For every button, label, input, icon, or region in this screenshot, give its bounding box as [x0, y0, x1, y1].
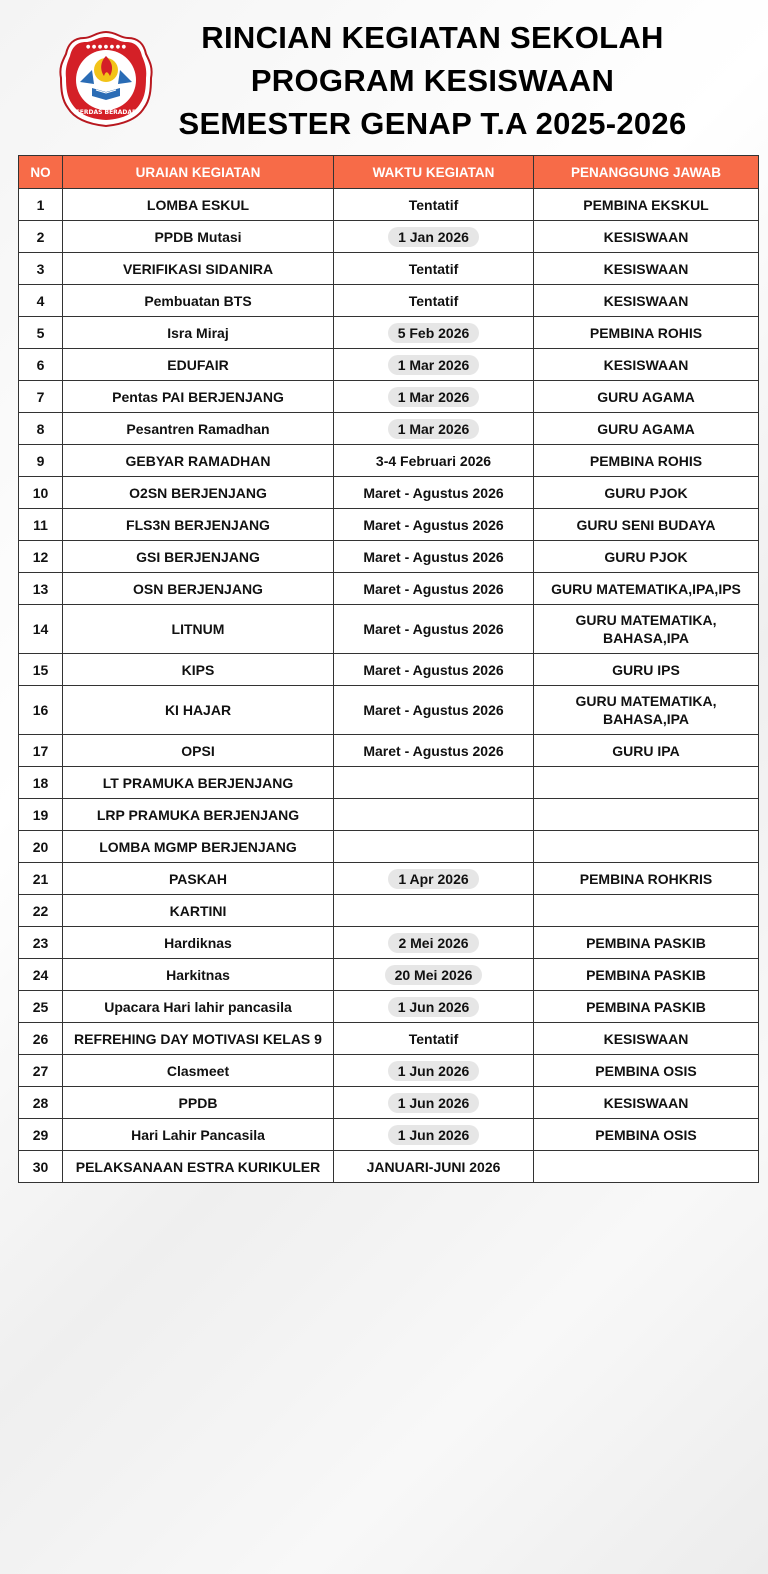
row-activity: KARTINI	[63, 895, 334, 927]
table-row	[19, 895, 759, 927]
row-time: Maret - Agustus 2026	[334, 573, 534, 605]
table-row	[19, 991, 759, 1023]
title-line-2: PROGRAM KESISWAAN	[250, 63, 615, 98]
table-row	[19, 1087, 759, 1119]
row-activity: KI HAJAR	[63, 686, 334, 735]
row-pic: GURU IPA	[534, 735, 759, 767]
table-body	[19, 189, 759, 1183]
row-no: 14	[19, 605, 63, 654]
row-time	[334, 349, 534, 381]
row-activity: FLS3N BERJENJANG	[63, 509, 334, 541]
row-activity: LOMBA ESKUL	[63, 189, 334, 221]
row-activity: O2SN BERJENJANG	[63, 477, 334, 509]
svg-text:● ● ● ● ● ● ●: ● ● ● ● ● ● ●	[85, 44, 127, 50]
row-time	[334, 991, 534, 1023]
row-activity: OSN BERJENJANG	[63, 573, 334, 605]
date-chip: 1 Mar 2026	[388, 387, 480, 407]
row-pic: KESISWAAN	[534, 253, 759, 285]
date-chip: 1 Jun 2026	[388, 1125, 480, 1145]
row-time	[334, 1119, 534, 1151]
table-row	[19, 189, 759, 221]
row-no: 19	[19, 799, 63, 831]
title-line-3: SEMESTER GENAP T.A 2025-2026	[178, 106, 687, 141]
row-activity: Pembuatan BTS	[63, 285, 334, 317]
row-time	[334, 831, 534, 863]
row-no: 26	[19, 1023, 63, 1055]
row-pic: GURU MATEMATIKA, BAHASA,IPA	[534, 605, 759, 654]
row-no: 23	[19, 927, 63, 959]
row-no: 11	[19, 509, 63, 541]
row-no: 12	[19, 541, 63, 573]
row-time: Maret - Agustus 2026	[334, 735, 534, 767]
title-line-1: RINCIAN KEGIATAN SEKOLAH	[201, 20, 664, 55]
row-pic: GURU AGAMA	[534, 413, 759, 445]
table-row	[19, 509, 759, 541]
row-pic: PEMBINA OSIS	[534, 1055, 759, 1087]
row-no: 8	[19, 413, 63, 445]
table-row	[19, 317, 759, 349]
row-pic: KESISWAAN	[534, 285, 759, 317]
date-chip: 2 Mei 2026	[388, 933, 478, 953]
row-activity: EDUFAIR	[63, 349, 334, 381]
table-row	[19, 654, 759, 686]
date-chip: 1 Mar 2026	[388, 355, 480, 375]
row-pic: KESISWAAN	[534, 349, 759, 381]
row-pic: PEMBINA PASKIB	[534, 959, 759, 991]
row-activity: Pesantren Ramadhan	[63, 413, 334, 445]
row-activity: REFREHING DAY MOTIVASI KELAS 9	[63, 1023, 334, 1055]
row-no: 1	[19, 189, 63, 221]
row-pic	[534, 767, 759, 799]
row-pic: GURU MATEMATIKA,IPA,IPS	[534, 573, 759, 605]
school-logo	[58, 30, 154, 128]
date-chip: 20 Mei 2026	[385, 965, 483, 985]
row-pic: GURU PJOK	[534, 477, 759, 509]
row-no: 20	[19, 831, 63, 863]
table-row	[19, 221, 759, 253]
row-pic: GURU MATEMATIKA, BAHASA,IPA	[534, 686, 759, 735]
row-no: 29	[19, 1119, 63, 1151]
table-row	[19, 477, 759, 509]
row-activity: PASKAH	[63, 863, 334, 895]
row-pic	[534, 799, 759, 831]
date-chip: 1 Jan 2026	[388, 227, 479, 247]
row-activity: Upacara Hari lahir pancasila	[63, 991, 334, 1023]
row-activity: LOMBA MGMP BERJENJANG	[63, 831, 334, 863]
row-time: Tentatif	[334, 253, 534, 285]
table-row	[19, 573, 759, 605]
row-time: Maret - Agustus 2026	[334, 509, 534, 541]
row-no: 6	[19, 349, 63, 381]
header-time: WAKTU KEGIATAN	[334, 156, 534, 189]
date-chip: 1 Jun 2026	[388, 1061, 480, 1081]
row-no: 3	[19, 253, 63, 285]
row-pic	[534, 1151, 759, 1183]
date-chip: 1 Apr 2026	[388, 869, 478, 889]
row-time	[334, 317, 534, 349]
row-time	[334, 381, 534, 413]
row-time	[334, 767, 534, 799]
table-row	[19, 349, 759, 381]
table-row	[19, 767, 759, 799]
row-activity: OPSI	[63, 735, 334, 767]
row-activity: Pentas PAI BERJENJANG	[63, 381, 334, 413]
row-pic: GURU SENI BUDAYA	[534, 509, 759, 541]
row-no: 21	[19, 863, 63, 895]
row-no: 16	[19, 686, 63, 735]
row-activity: Harkitnas	[63, 959, 334, 991]
row-time: Maret - Agustus 2026	[334, 605, 534, 654]
row-no: 24	[19, 959, 63, 991]
row-activity: Hari Lahir Pancasila	[63, 1119, 334, 1151]
table-row	[19, 1055, 759, 1087]
row-pic: KESISWAAN	[534, 221, 759, 253]
table-row	[19, 253, 759, 285]
row-pic: PEMBINA PASKIB	[534, 991, 759, 1023]
school-emblem-icon	[58, 30, 154, 128]
row-time: 3-4 Februari 2026	[334, 445, 534, 477]
date-chip: 1 Jun 2026	[388, 1093, 480, 1113]
page-title	[160, 16, 705, 145]
row-pic: GURU AGAMA	[534, 381, 759, 413]
row-activity: Clasmeet	[63, 1055, 334, 1087]
date-chip: 1 Mar 2026	[388, 419, 480, 439]
row-no: 2	[19, 221, 63, 253]
row-time: Maret - Agustus 2026	[334, 654, 534, 686]
header-pic: PENANGGUNG JAWAB	[534, 156, 759, 189]
row-time	[334, 413, 534, 445]
table-row	[19, 1023, 759, 1055]
row-no: 28	[19, 1087, 63, 1119]
row-activity: PPDB Mutasi	[63, 221, 334, 253]
row-no: 15	[19, 654, 63, 686]
table-row	[19, 285, 759, 317]
row-time	[334, 1087, 534, 1119]
table-row	[19, 605, 759, 654]
row-time: Maret - Agustus 2026	[334, 541, 534, 573]
row-no: 13	[19, 573, 63, 605]
header-activity: URAIAN KEGIATAN	[63, 156, 334, 189]
table-header-row	[19, 156, 759, 189]
row-time: Tentatif	[334, 285, 534, 317]
row-activity: LITNUM	[63, 605, 334, 654]
header-no: NO	[19, 156, 63, 189]
row-activity: GSI BERJENJANG	[63, 541, 334, 573]
row-time	[334, 863, 534, 895]
row-time	[334, 1055, 534, 1087]
row-activity: LRP PRAMUKA BERJENJANG	[63, 799, 334, 831]
row-time: Tentatif	[334, 1023, 534, 1055]
table-row	[19, 381, 759, 413]
table-row	[19, 863, 759, 895]
row-pic	[534, 831, 759, 863]
row-pic: PEMBINA ROHKRIS	[534, 863, 759, 895]
row-time: Maret - Agustus 2026	[334, 686, 534, 735]
table-row	[19, 1119, 759, 1151]
row-no: 27	[19, 1055, 63, 1087]
row-no: 25	[19, 991, 63, 1023]
row-no: 9	[19, 445, 63, 477]
row-activity: Hardiknas	[63, 927, 334, 959]
row-pic	[534, 895, 759, 927]
table-row	[19, 686, 759, 735]
row-activity: GEBYAR RAMADHAN	[63, 445, 334, 477]
row-activity: PPDB	[63, 1087, 334, 1119]
date-chip: 5 Feb 2026	[388, 323, 480, 343]
row-pic: PEMBINA ROHIS	[534, 445, 759, 477]
table-row	[19, 799, 759, 831]
svg-text:CERDAS BERADAB: CERDAS BERADAB	[75, 109, 137, 116]
row-time	[334, 959, 534, 991]
date-chip: 1 Jun 2026	[388, 997, 480, 1017]
row-pic: GURU PJOK	[534, 541, 759, 573]
row-no: 30	[19, 1151, 63, 1183]
row-no: 4	[19, 285, 63, 317]
row-time	[334, 221, 534, 253]
table-row	[19, 413, 759, 445]
table-row	[19, 735, 759, 767]
row-no: 5	[19, 317, 63, 349]
row-no: 7	[19, 381, 63, 413]
row-pic: GURU IPS	[534, 654, 759, 686]
table-row	[19, 445, 759, 477]
row-no: 10	[19, 477, 63, 509]
row-no: 17	[19, 735, 63, 767]
row-time: JANUARI-JUNI 2026	[334, 1151, 534, 1183]
table-row	[19, 959, 759, 991]
row-pic: PEMBINA OSIS	[534, 1119, 759, 1151]
row-activity: PELAKSANAAN ESTRA KURIKULER	[63, 1151, 334, 1183]
row-pic: PEMBINA PASKIB	[534, 927, 759, 959]
row-time	[334, 927, 534, 959]
row-no: 18	[19, 767, 63, 799]
row-time: Tentatif	[334, 189, 534, 221]
row-pic: PEMBINA ROHIS	[534, 317, 759, 349]
activity-table	[18, 155, 759, 1183]
row-activity: KIPS	[63, 654, 334, 686]
table-row	[19, 927, 759, 959]
row-no: 22	[19, 895, 63, 927]
row-time	[334, 895, 534, 927]
row-pic: KESISWAAN	[534, 1087, 759, 1119]
row-activity: LT PRAMUKA BERJENJANG	[63, 767, 334, 799]
row-pic: KESISWAAN	[534, 1023, 759, 1055]
table-row	[19, 831, 759, 863]
row-time	[334, 799, 534, 831]
row-pic: PEMBINA EKSKUL	[534, 189, 759, 221]
row-activity: VERIFIKASI SIDANIRA	[63, 253, 334, 285]
row-time: Maret - Agustus 2026	[334, 477, 534, 509]
row-activity: Isra Miraj	[63, 317, 334, 349]
table-row	[19, 1151, 759, 1183]
table-row	[19, 541, 759, 573]
